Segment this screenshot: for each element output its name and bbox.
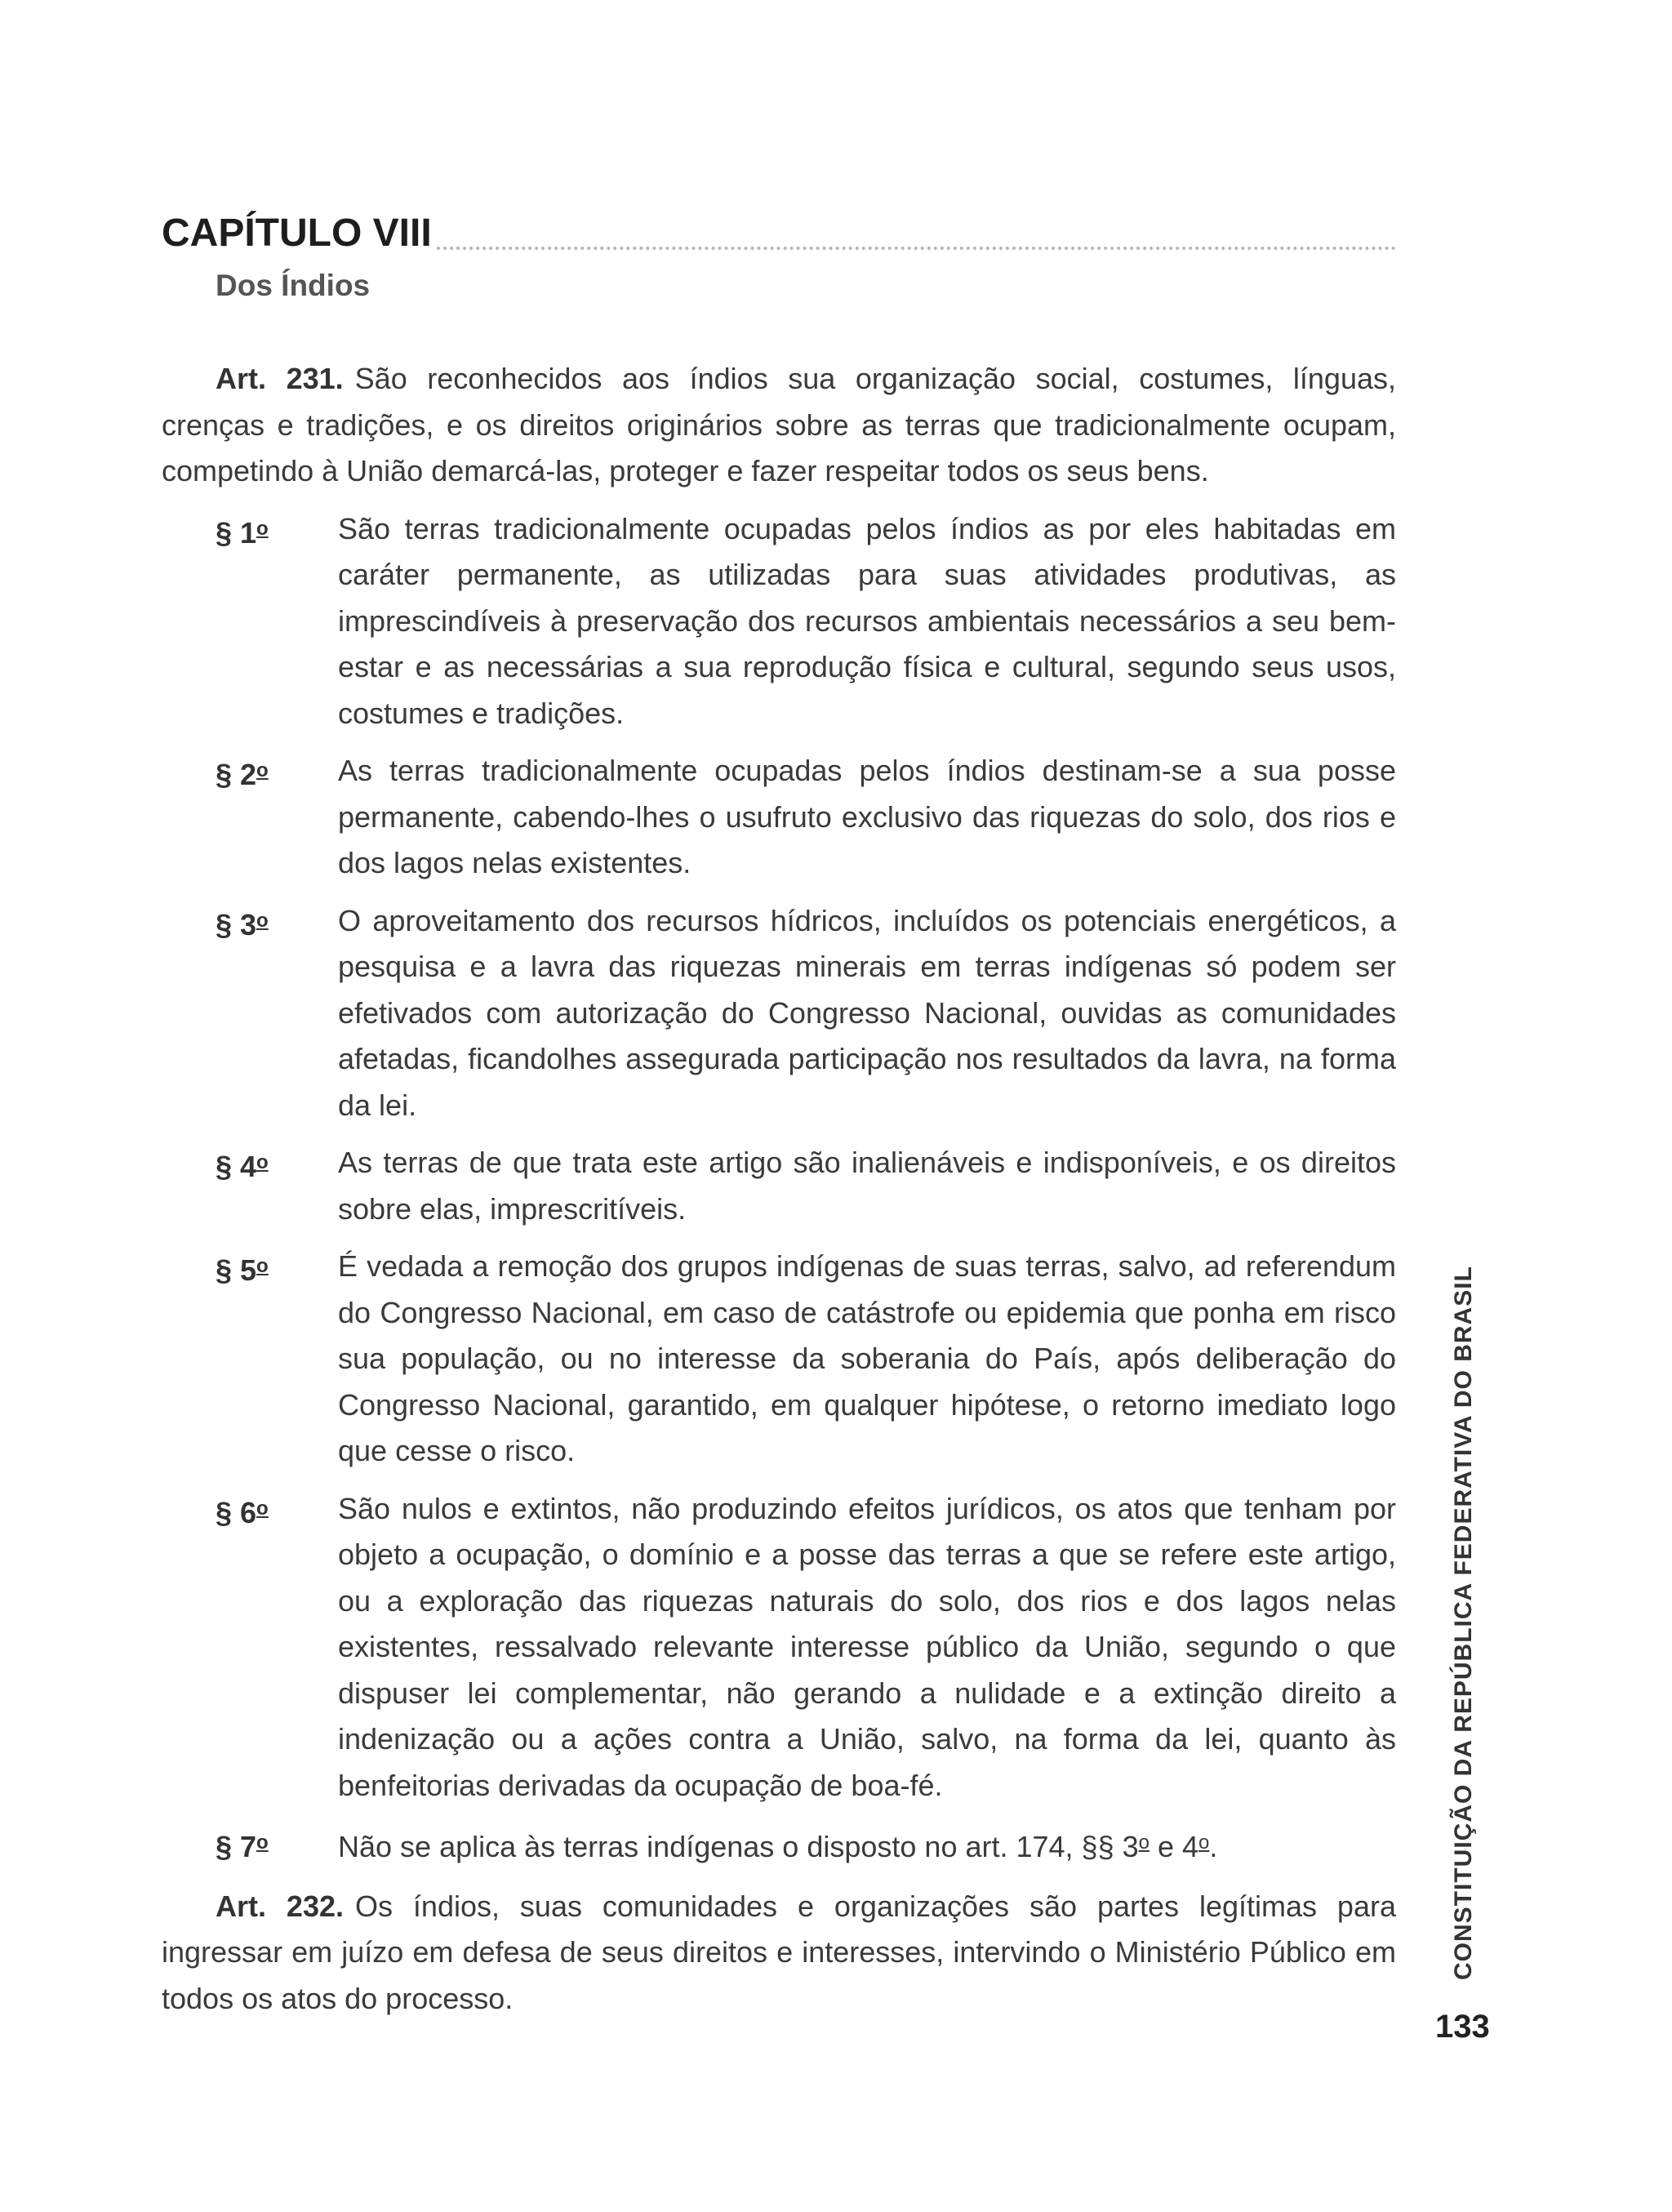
paragraph-label: § 7$^o$ (216, 1830, 269, 1864)
article-text: Os índios, suas comunidades e organizações são partes legítimas para ingressar em juízo em defesa de seus direitos e interesses, intervindo o Ministério Público em todos os atos do processo. (162, 1889, 1396, 2015)
chapter-subtitle: Dos Índios (216, 269, 371, 302)
page-number: 133 (1435, 2009, 1490, 2045)
article-231 (162, 356, 1396, 495)
article-number: Art. 231. (216, 362, 344, 396)
chapter-heading (162, 204, 1396, 253)
paragraph-6 (162, 1486, 1396, 1809)
paragraph-text: As terras de que trata este artigo são inalienáveis e indisponíveis, e os direitos sobre elas, imprescritíveis. (338, 1146, 1396, 1226)
article-text: São reconhecidos aos índios sua organização social, costumes, línguas, crenças e tradições, e os direitos originários sobre as terras que tradicionalmente ocupam, competindo à União demarcá-las, proteger e fazer respeitar todos os seus bens. (162, 362, 1396, 488)
paragraph-label: § 3$^o$ (216, 907, 269, 941)
paragraph-label: § 1$^o$ (216, 515, 269, 550)
paragraph-label: § 4$^o$ (216, 1150, 269, 1184)
paragraph-text: Não se aplica às terras indígenas o disposto no art. 174, §§ 3$^o$ e 4$^o$. (338, 1830, 1218, 1864)
paragraph-4 (162, 1140, 1396, 1232)
article-number: Art. 232. (216, 1889, 344, 1923)
paragraph-text: São nulos e extintos, não produzindo efeitos jurídicos, os atos que tenham por objeto a ocupação, o domínio e a posse das terras a que se refere este artigo, ou a exploração das riquezas naturais do solo, dos rios e dos lagos nelas existentes, ressalvado relevante interesse público da União, segundo o que dispuser lei complementar, não gerando a nulidade e a extinção direito a indenização ou a ações contra a União, salvo, na forma da lei, quanto às benfeitorias derivadas da ocupação de boa-fé. (338, 1491, 1396, 1802)
chapter-dotted-rule (437, 247, 1396, 250)
paragraph-text: São terras tradicionalmente ocupadas pelos índios as por eles habitadas em caráter permanente, as utilizadas para suas atividades produtivas, as imprescindíveis à preservação dos recursos ambientais necessários a seu bem-estar e as necessárias a sua reprodução física e cultural, segundo seus usos, costumes e tradições. (338, 511, 1396, 730)
paragraph-label: § 5$^o$ (216, 1253, 269, 1288)
paragraph-7 (162, 1820, 1396, 1871)
paragraph-label: § 6$^o$ (216, 1495, 269, 1529)
paragraph-text: O aproveitamento dos recursos hídricos, incluídos os potenciais energéticos, a pesquisa e a lavra das riquezas minerais em terras indígenas só podem ser efetivados com autorização do Congresso Nacional, ouvidas as comunidades afetadas, ficandolhes assegurada participação nos resultados da lavra, na forma da lei. (338, 903, 1396, 1122)
paragraph-3 (162, 898, 1396, 1129)
paragraph-2 (162, 748, 1396, 887)
page-content (162, 204, 1396, 2022)
paragraph-5 (162, 1244, 1396, 1475)
paragraph-text: As terras tradicionalmente ocupadas pelos índios destinam-se a sua posse permanente, cabendo-lhes o usufruto exclusivo das riquezas do solo, dos rios e dos lagos nelas existentes. (338, 754, 1396, 880)
chapter-title: CAPÍTULO VIII (162, 211, 432, 255)
article-232 (162, 1884, 1396, 2023)
paragraph-label: § 2$^o$ (216, 758, 269, 792)
side-running-title: CONSTITUIÇÃO DA REPÚBLICA FEDERATIVA DO BRASIL (1450, 1266, 1477, 1980)
paragraph-text: É vedada a remoção dos grupos indígenas de suas terras, salvo, ad referendum do Congresso Nacional, em caso de catástrofe ou epidemia que ponha em risco sua população, ou no interesse da soberania do País, após deliberação do Congresso Nacional, garantido, em qualquer hipótese, o retorno imediato logo que cesse o risco. (338, 1249, 1396, 1468)
paragraph-1 (162, 506, 1396, 737)
